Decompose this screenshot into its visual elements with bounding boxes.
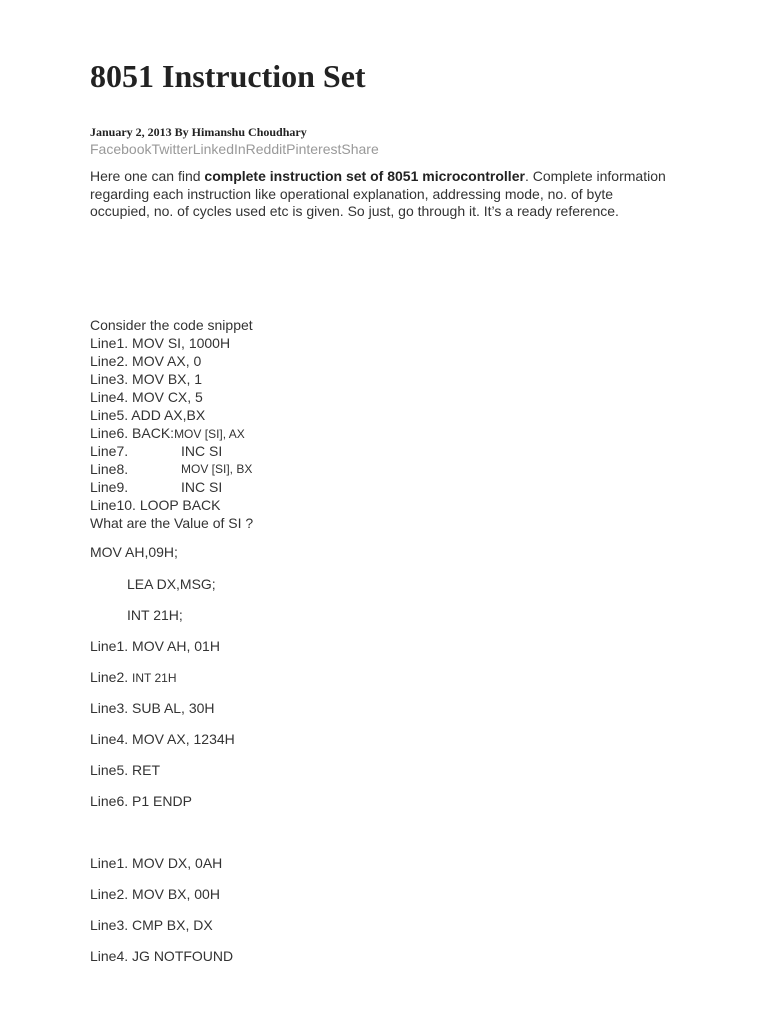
code-line: Line1. MOV SI, 1000H [90,335,231,351]
snippet-heading: Consider the code snippet [90,317,253,333]
share-facebook-link[interactable]: Facebook [90,141,152,157]
code-line-label: Line6. BACK: [90,425,175,441]
code-line: Line10. LOOP BACK [90,497,221,513]
code-line: Line3. SUB AL, 30H [90,700,215,716]
code-line [90,478,253,496]
code-line [90,424,253,442]
code-line [90,460,253,478]
code-line-instruction: MOV [SI], BX [181,462,253,476]
code-snippet-1 [90,316,253,532]
code-line-label: Line8. [90,461,129,477]
code-line: LEA DX,MSG; [127,576,216,592]
code-line-instruction: INC SI [181,479,223,495]
code-line: Line4. JG NOTFOUND [90,948,234,964]
code-line [90,442,253,460]
code-line-label: Line2. [90,669,133,685]
intro-text-start: Here one can find [90,168,205,184]
code-line: Line3. MOV BX, 1 [90,371,203,387]
share-reddit-link[interactable]: Reddit [245,141,287,157]
intro-paragraph [90,168,670,221]
code-line: Line4. MOV CX, 5 [90,389,203,405]
intro-text-end: . Complete information regarding each instruction like operational explanation, addressing mode, no. of byte occupied, no. of cycles used etc is given. So just, go through it. It’s a ready reference. [90,168,666,220]
share-more-link[interactable]: Share [341,141,379,157]
share-links [90,141,379,158]
question-text: What are the Value of SI ? [90,515,254,531]
code-line-instruction: MOV [SI], AX [174,427,245,441]
code-line: MOV AH,09H; [90,544,178,560]
intro-text-bold: complete instruction set of 8051 microcontroller [204,168,525,184]
code-line-label: Line7. [90,443,129,459]
share-twitter-link[interactable]: Twitter [151,141,193,157]
share-linkedin-link[interactable]: LinkedIn [192,141,246,157]
code-line [90,668,177,687]
code-line: Line5. RET [90,762,161,778]
code-line: Line2. MOV BX, 00H [90,886,220,902]
page-title: 8051 Instruction Set [90,58,366,94]
code-line: Line2. MOV AX, 0 [90,353,202,369]
code-line: Line5. ADD AX,BX [90,407,206,423]
code-line-label: Line9. [90,479,129,495]
share-pinterest-link[interactable]: Pinterest [286,141,342,157]
code-line-instruction: INT 21H [132,671,177,685]
byline: January 2, 2013 By Himanshu Choudhary [90,125,307,139]
code-line: Line6. P1 ENDP [90,793,192,809]
code-line: Line1. MOV AH, 01H [90,638,220,654]
code-line: Line4. MOV AX, 1234H [90,731,235,747]
code-line: Line3. CMP BX, DX [90,917,213,933]
code-line: Line1. MOV DX, 0AH [90,855,223,871]
code-line-instruction: INC SI [181,443,223,459]
code-line: INT 21H; [127,607,183,623]
